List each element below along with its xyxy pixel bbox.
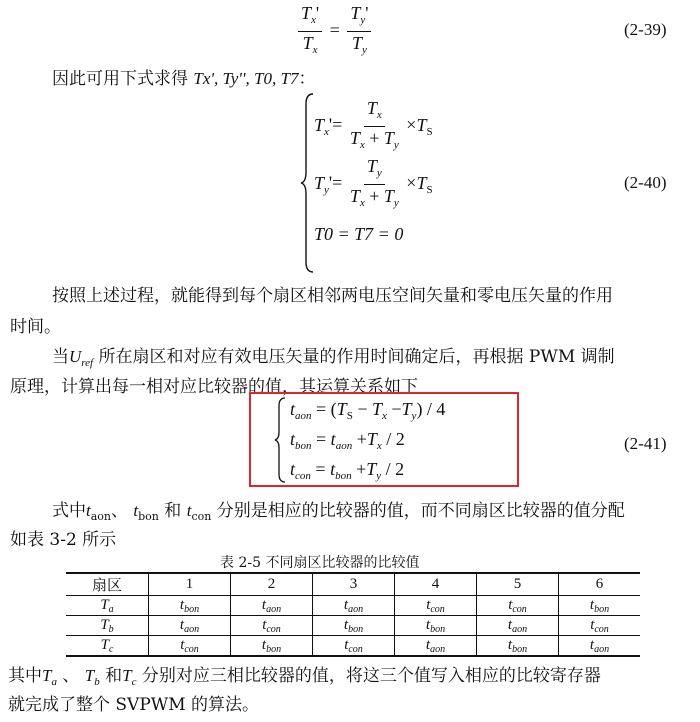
table-cell: $t_{aon}$ — [313, 596, 395, 616]
comparison-table-grid — [66, 572, 640, 657]
fraction-tx-prime-over-tx: $\frac{T_x'}{T_x}$ — [298, 3, 322, 60]
table-cell: $t_{aon}$ — [477, 616, 559, 636]
paragraph-uref-line-2: 原理，计算出每一相对应比较器的值，其运算关系如下 — [10, 377, 418, 397]
table-cell: $t_{bon}$ — [231, 636, 313, 657]
table-cell: $t_{bon}$ — [477, 636, 559, 657]
table-cell: $t_{aon}$ — [559, 636, 641, 657]
table-row-label: $T_a$ — [66, 596, 149, 616]
table-header-cell: 4 — [395, 573, 477, 596]
left-brace-2-41 — [274, 396, 288, 484]
fraction-ty-prime-over-ty: $\frac{T_y'}{T_y}$ — [347, 3, 371, 60]
equation-2-41-line-3: $t_{con} = t_{bon} +T_y / 2$ — [290, 459, 405, 482]
table-header-cell: 3 — [313, 573, 395, 596]
table-cell: $t_{aon}$ — [395, 636, 477, 657]
equation-2-39: $\frac{T_x'}{T_x}$ = $\frac{T_y'}{T_y}$ — [298, 3, 371, 60]
table-cell: $t_{bon}$ — [149, 596, 231, 616]
paragraph-solve-vars: Tx', Ty'', T0, T7 — [193, 69, 299, 88]
paragraph-comparator-line-2: 如表 3-2 所示 — [10, 530, 117, 550]
fraction-tx-over-sum: $\frac{T_x}{T_x + T_y}$ — [349, 98, 399, 151]
table-header-cell: 1 — [149, 573, 231, 596]
equation-number-2-39: (2-39) — [624, 20, 667, 39]
table-row — [66, 616, 640, 636]
table-header-cell: 2 — [231, 573, 313, 596]
paragraph-conclusion-line-2: 就完成了整个 SVPWM 的算法。 — [8, 695, 260, 715]
fraction-ty-over-sum: $\frac{T_y}{T_x + T_y}$ — [349, 156, 399, 209]
table-cell: $t_{con}$ — [313, 636, 395, 657]
table-cell: $t_{con}$ — [395, 596, 477, 616]
paragraph-conclusion-line-1: 其中$T_a$ 、 $T_b$ 和$T_c$ 分别对应三相比较器的值，将这三个值写入相应的比较寄存器 — [8, 666, 601, 688]
table-row-label: $T_c$ — [66, 636, 149, 657]
equation-2-40-line-2: $T_y'=$ $\frac{T_y}{T_x + T_y}$ $\times T_S$ — [314, 156, 433, 213]
table-cell: $t_{aon}$ — [231, 596, 313, 616]
table-cell: $t_{con}$ — [231, 616, 313, 636]
paragraph-solve-text: 因此可用下式求得 — [52, 69, 188, 89]
table-cell: $t_{con}$ — [559, 616, 641, 636]
table-header-row — [66, 573, 640, 596]
paragraph-solve-colon: ： — [298, 69, 316, 89]
equation-2-40-line-3 — [314, 224, 403, 245]
equation-2-40-line-3-text: T0 = T7 = 0 — [314, 224, 404, 244]
table-header-cell: 6 — [559, 573, 641, 596]
table-cell: $t_{con}$ — [477, 596, 559, 616]
table-row — [66, 596, 640, 616]
table-cell: $t_{con}$ — [149, 636, 231, 657]
equation-number-2-41: (2-41) — [624, 434, 667, 453]
table-cell: $t_{bon}$ — [313, 616, 395, 636]
table-header-cell: 扇区 — [66, 573, 149, 596]
table-caption: 表 2-5 不同扇区比较器的比较值 — [220, 555, 420, 571]
paragraph-solve-intro — [52, 68, 315, 90]
equation-2-40-line-1: $T_x'=$ $\frac{T_x}{T_x + T_y}$ $\times T_S$ — [314, 98, 433, 155]
paragraph-uref-line-1: 当$U_{ref}$ 所在扇区和对应有效电压矢量的作用时间确定后，再根据 PWM 调制 — [52, 347, 615, 369]
table-row-label: $T_b$ — [66, 616, 149, 636]
table-cell: $t_{aon}$ — [149, 616, 231, 636]
equation-2-41-line-2: $t_{bon} = t_{aon} +T_x / 2$ — [290, 429, 405, 452]
paragraph-process-line-1: 按照上述过程，就能得到每个扇区相邻两电压空间矢量和零电压矢量的作用 — [52, 286, 613, 306]
equation-number-2-40: (2-40) — [624, 173, 667, 192]
paragraph-comparator-line-1: 式中$t_{aon}$、 $t_{bon}$ 和 $t_{con}$ 分别是相应的比较器的值，而不同扇区比较器的值分配 — [52, 501, 625, 523]
table-header-cell: 5 — [477, 573, 559, 596]
table-cell: $t_{bon}$ — [395, 616, 477, 636]
equation-2-41-line-1: $t_{aon} = (T_S - T_x -T_y) / 4$ — [290, 399, 446, 422]
table-cell: $t_{bon}$ — [559, 596, 641, 616]
table-row — [66, 636, 640, 657]
paragraph-process-line-2: 时间。 — [10, 317, 61, 337]
comparison-table — [66, 572, 640, 657]
